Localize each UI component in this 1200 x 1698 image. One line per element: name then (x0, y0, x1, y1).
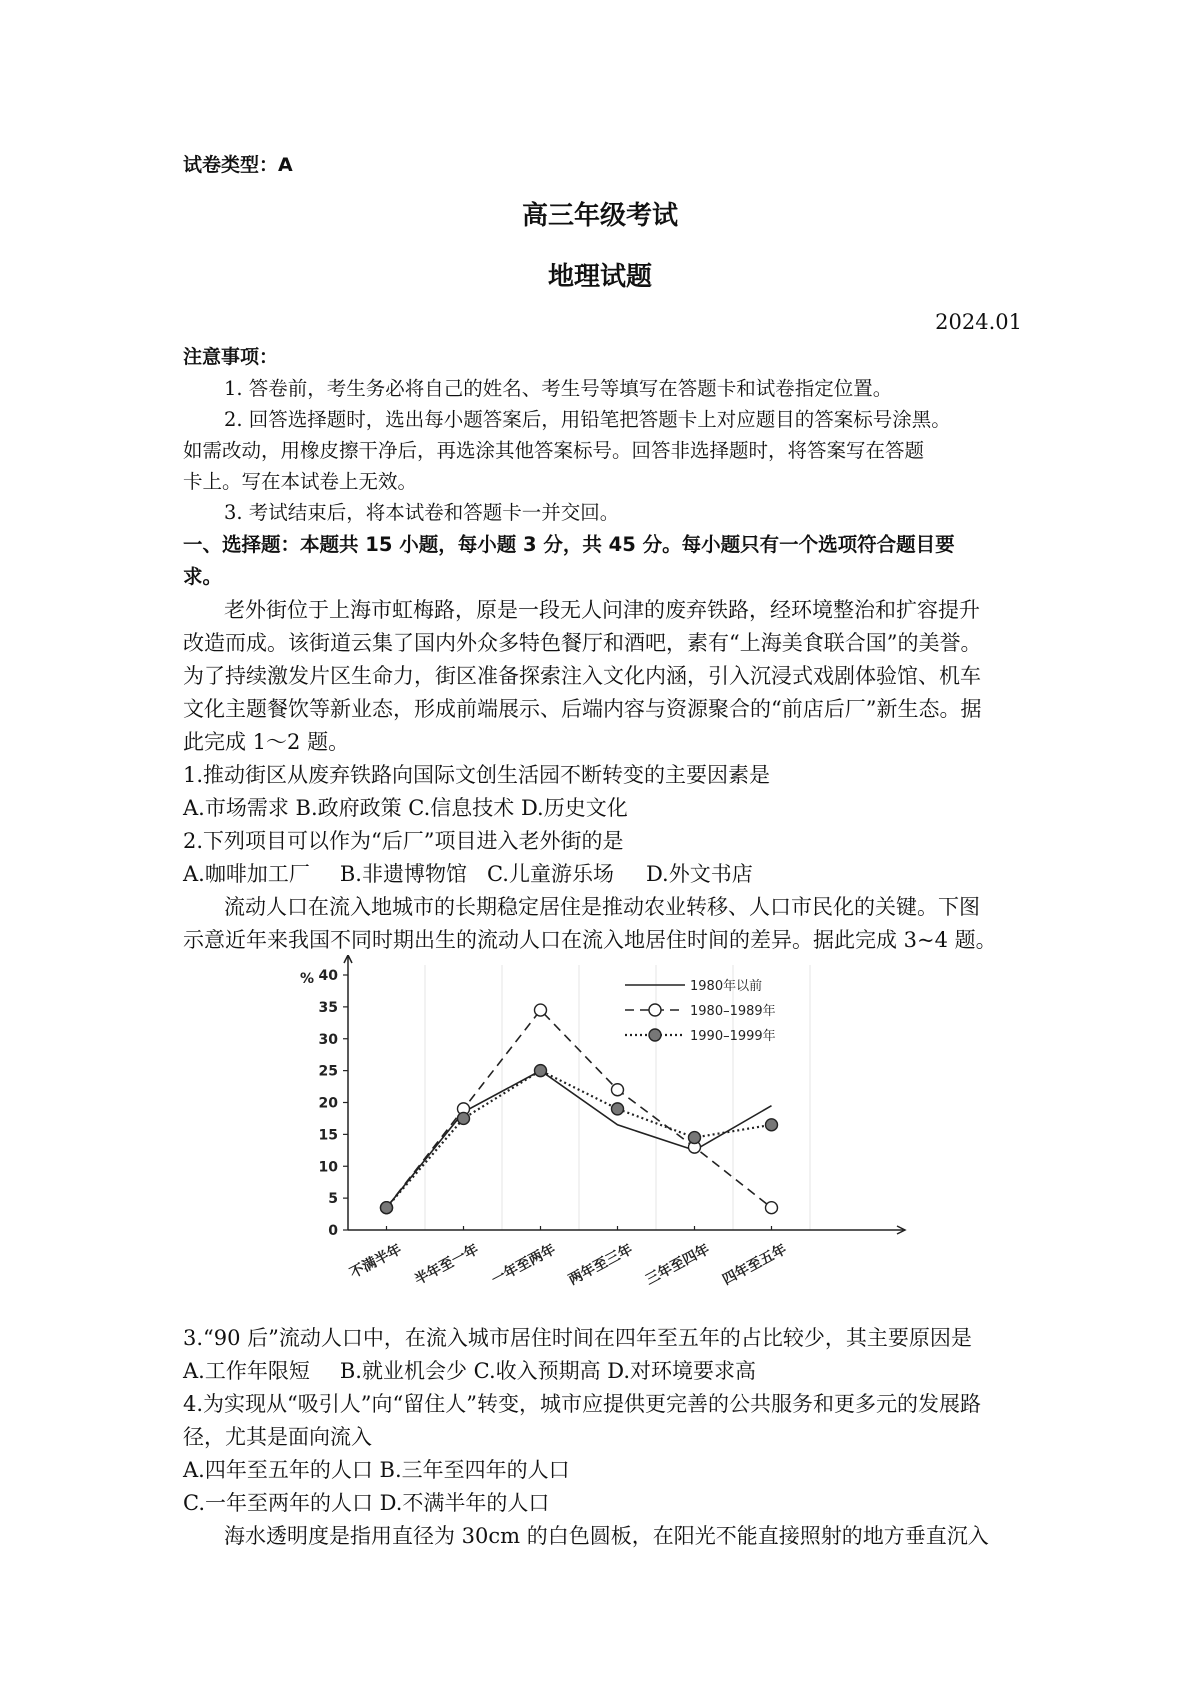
y-tick-label: 10 (318, 1159, 338, 1176)
q1-stem: 1.推动街区从废弃铁路向国际文创生活园不断转变的主要因素是 (183, 763, 771, 787)
q2-stem: 2.下列项目可以作为“后厂”项目进入老外街的是 (183, 829, 624, 853)
passage1-line-2: 改造而成。该街道云集了国内外众多特色餐厅和酒吧，素有“上海美食联合国”的美誉。 (183, 631, 982, 655)
passage3-line-1: 海水透明度是指用直径为 30cm 的白色圆板，在阳光不能直接照射的地方垂直沉入 (224, 1524, 989, 1548)
passage2-line-2: 示意近年来我国不同时期出生的流动人口在流入地居住时间的差异。据此完成 3~4 题。 (183, 928, 997, 952)
q1-options: A.市场需求 B.政府政策 C.信息技术 D.历史文化 (183, 796, 628, 820)
q3-options-bcd: B.就业机会少 C.收入预期高 D.对环境要求高 (339, 1359, 757, 1383)
y-tick-label: 40 (318, 968, 338, 984)
passage1-line-3: 为了持续激发片区生命力，街区准备探索注入文化内涵，引入沉浸式戏剧体验馆、机车 (183, 664, 981, 688)
x-tick-label: 一年至两年 (489, 1241, 559, 1289)
q3-option-a: A.工作年限短 (183, 1359, 310, 1383)
exam-date: 2024.01 (935, 310, 1022, 334)
q4-options-cd: C.一年至两年的人口 D.不满半年的人口 (183, 1491, 550, 1515)
data-point (689, 1132, 701, 1144)
q4-stem-cont: 径，尤其是面向流入 (183, 1425, 372, 1449)
legend-label: 1980年以前 (690, 979, 763, 994)
x-tick-label: 不满半年 (347, 1241, 405, 1282)
notice-item-2: 2. 回答选择题时，选出每小题答案后，用铅笔把答题卡上对应题目的答案标号涂黑。 (224, 408, 951, 431)
legend-marker (649, 1004, 661, 1016)
notice-item-2-cont: 如需改动，用橡皮擦干净后，再选涂其他答案标号。回答非选择题时，将答案写在答题 (183, 439, 925, 462)
section1-heading-cont: 求。 (183, 565, 223, 588)
q4-stem: 4.为实现从“吸引人”向“留住人”转变，城市应提供更完善的公共服务和更多元的发展路 (183, 1392, 981, 1416)
notice-item-3: 3. 考试结束后，将本试卷和答题卡一并交回。 (224, 501, 620, 524)
passage2-line-1: 流动人口在流入地城市的长期稳定居住是推动农业转移、人口市民化的关键。下图 (224, 895, 980, 919)
legend-marker (649, 1029, 661, 1041)
q2-option-d: D.外文书店 (645, 862, 753, 886)
x-tick-label: 四年至五年 (720, 1241, 790, 1289)
passage1-line-5: 此完成 1～2 题。 (183, 730, 350, 754)
data-point (766, 1119, 778, 1131)
q3-stem: 3.“90 后”流动人口中，在流入城市居住时间在四年至五年的占比较少，其主要原因是 (183, 1326, 972, 1350)
passage1-line-4: 文化主题餐饮等新业态，形成前端展示、后端内容与资源聚合的“前店后厂”新生态。据 (183, 697, 982, 721)
exam-title: 高三年级考试 (521, 201, 678, 231)
notice-item-2-end: 卡上。写在本试卷上无效。 (183, 470, 418, 493)
data-point (458, 1112, 470, 1124)
q2-option-c: C.儿童游乐场 (486, 862, 614, 886)
x-tick-label: 半年至一年 (412, 1241, 482, 1289)
subject-title: 地理试题 (547, 262, 652, 292)
q2-options (183, 858, 753, 888)
passage1-line-1: 老外街位于上海市虹梅路，原是一段无人问津的废弃铁路，经环境整治和扩容提升 (224, 598, 980, 622)
y-axis-label: % (300, 971, 315, 987)
data-point (535, 1004, 547, 1016)
paper-type: 试卷类型：A (183, 154, 293, 176)
data-point (535, 1065, 547, 1077)
legend-label: 1980–1989年 (690, 1004, 776, 1019)
y-tick-label: 25 (318, 1063, 338, 1080)
data-point (612, 1084, 624, 1096)
notice-heading: 注意事项： (183, 346, 279, 368)
q2-option-a: A.咖啡加工厂 (183, 862, 310, 886)
y-tick-label: 35 (318, 999, 338, 1016)
x-tick-label: 两年至三年 (566, 1241, 636, 1289)
y-tick-label: 20 (318, 1095, 338, 1112)
line-chart (290, 955, 930, 1295)
x-tick-label: 三年至四年 (643, 1241, 713, 1289)
y-tick-label: 15 (318, 1127, 338, 1144)
y-tick-label: 30 (318, 1031, 338, 1048)
q3-options (183, 1355, 756, 1385)
section1-heading: 一、选择题：本题共 15 小题，每小题 3 分，共 45 分。每小题只有一个选项符合题目要 (183, 533, 955, 556)
data-point (612, 1103, 624, 1115)
data-point (766, 1202, 778, 1214)
y-tick-label: 5 (328, 1191, 338, 1208)
q4-options-ab: A.四年至五年的人口 B.三年至四年的人口 (183, 1458, 570, 1482)
notice-item-1: 1. 答卷前，考生务必将自己的姓名、考生号等填写在答题卡和试卷指定位置。 (224, 377, 893, 400)
data-point (381, 1202, 393, 1214)
legend-label: 1990–1999年 (690, 1029, 776, 1044)
y-tick-label: 0 (328, 1223, 338, 1239)
q2-option-b: B.非遗博物馆 (339, 862, 467, 886)
